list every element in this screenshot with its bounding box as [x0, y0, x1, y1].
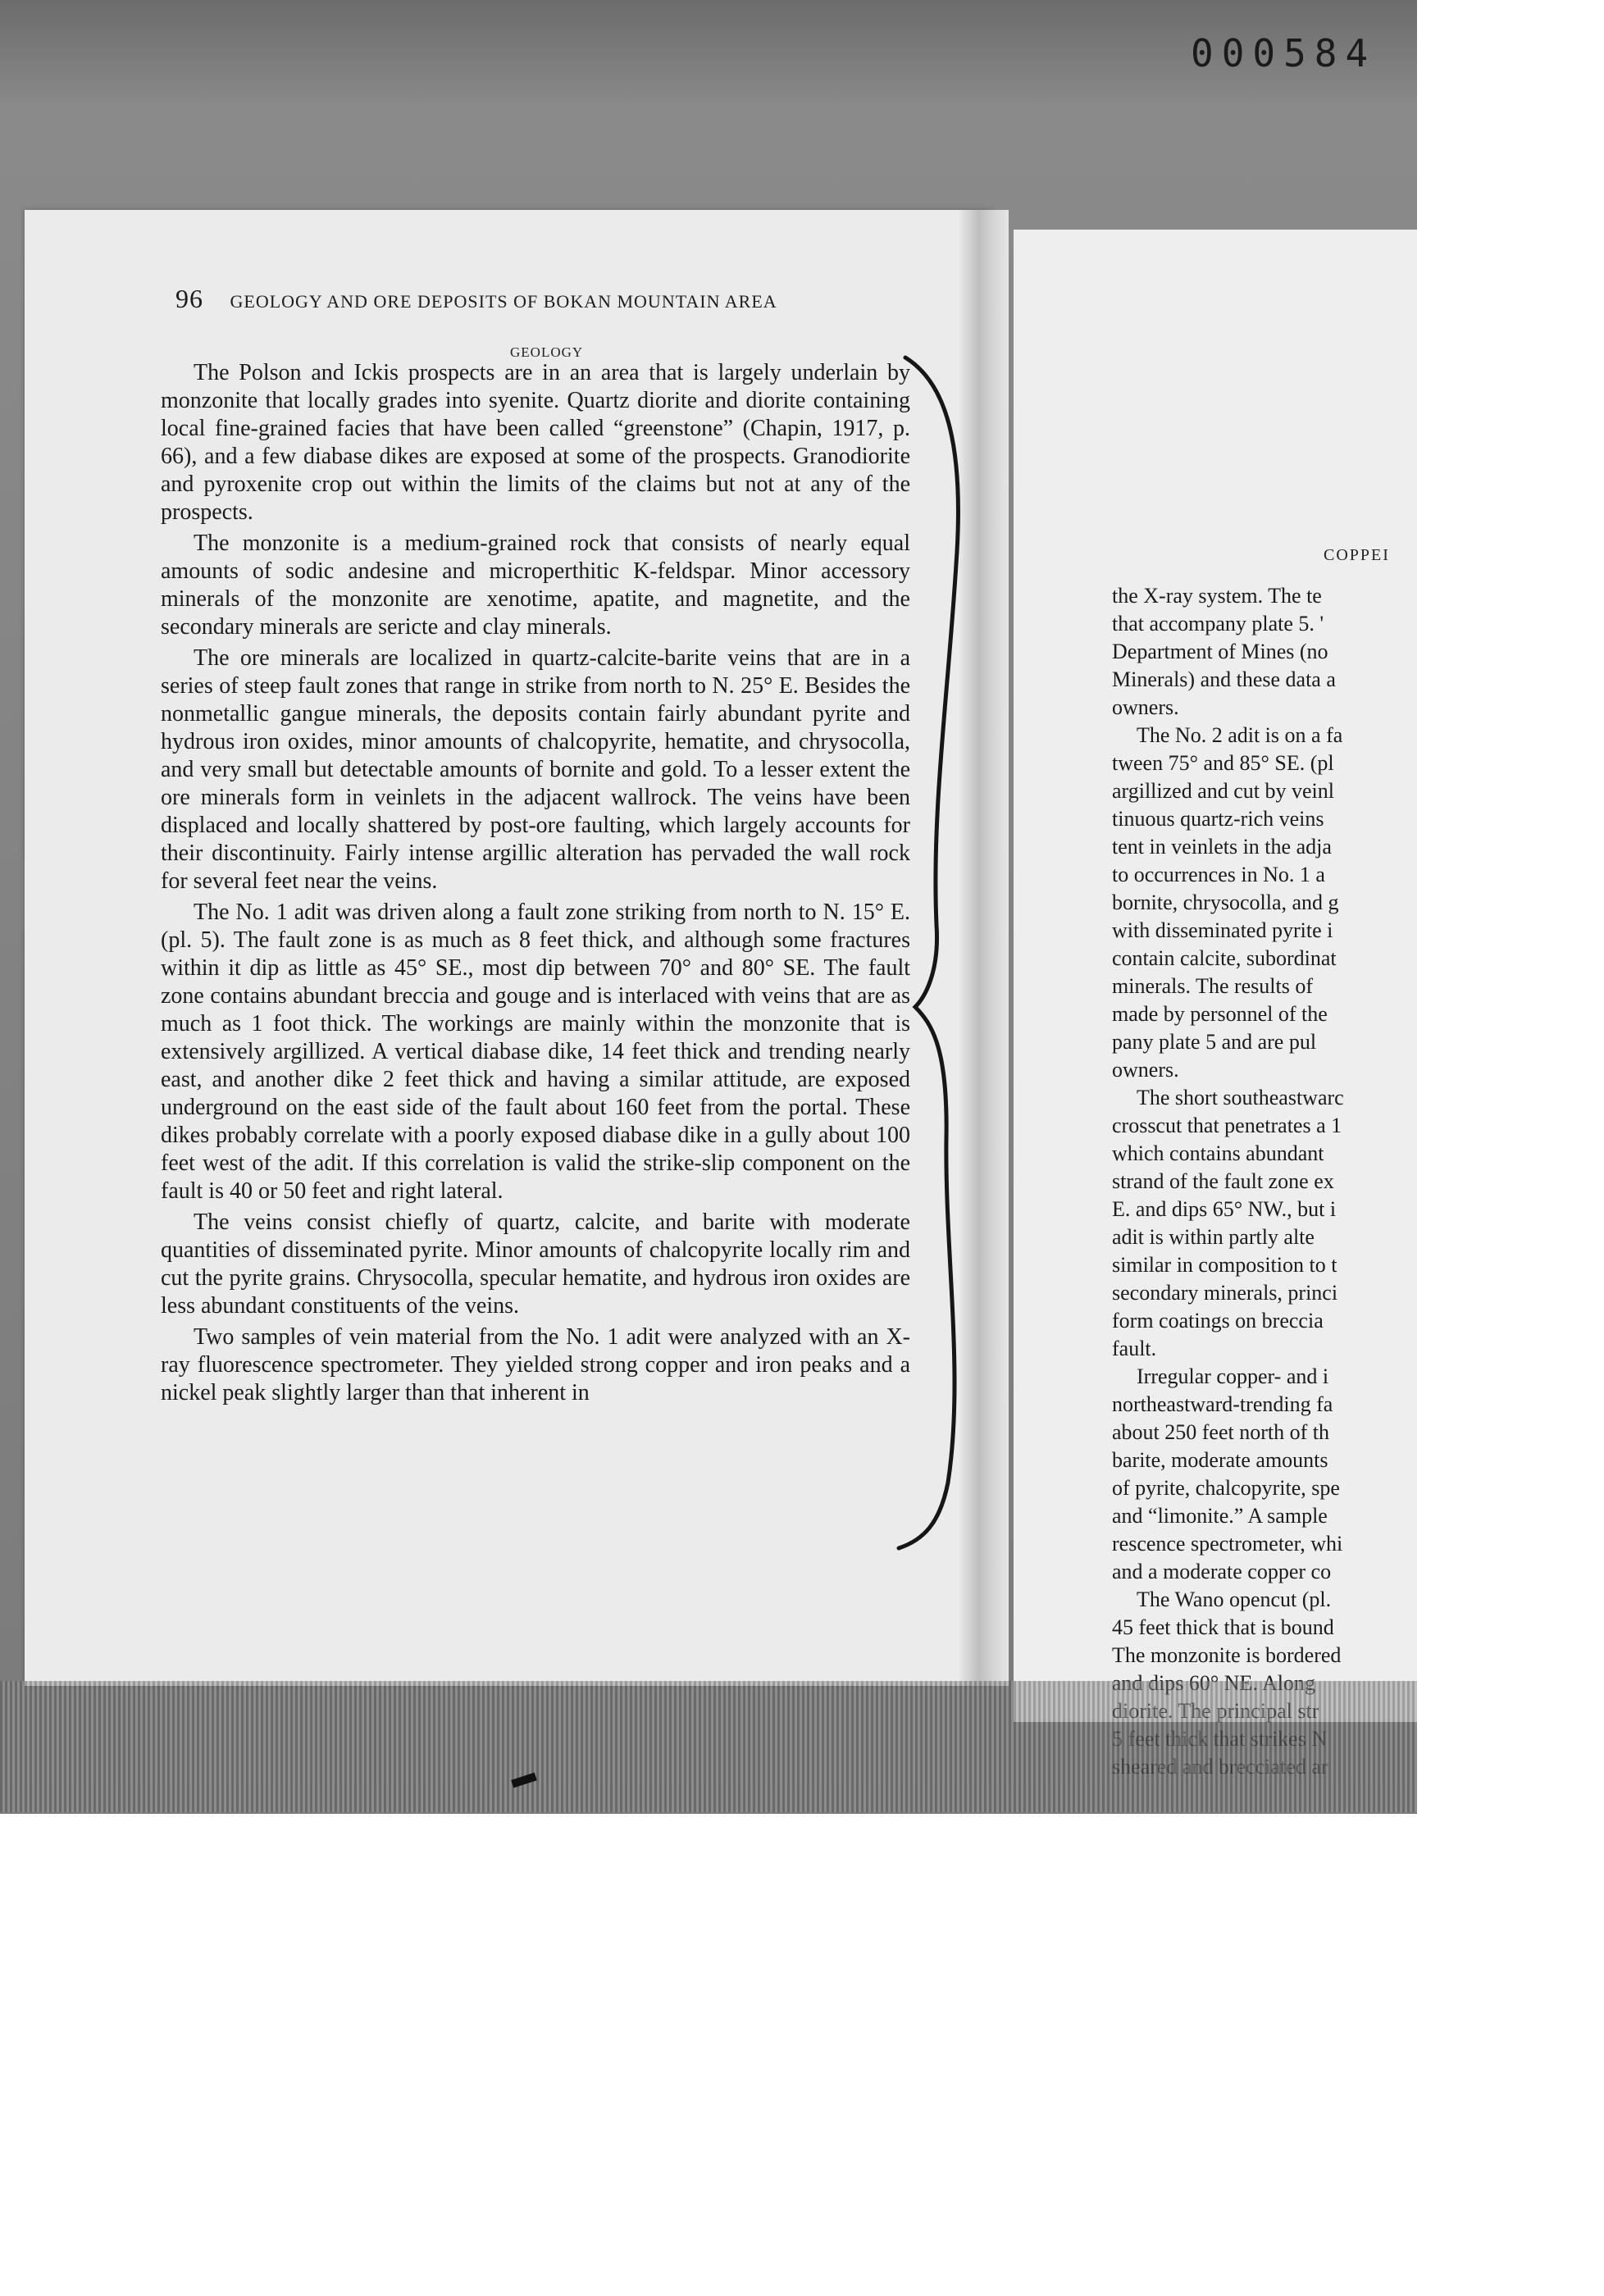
text-line: Department of Mines (no [1112, 640, 1328, 663]
text-line: and a moderate copper co [1112, 1560, 1332, 1583]
left-text-column [161, 359, 910, 1410]
text-line: 45 feet thick that is bound [1112, 1615, 1334, 1639]
page-number: 96 [175, 284, 203, 313]
paragraph: The No. 1 adit was driven along a fault zone striking from north to N. 15° E. (pl. 5). The fault zone is as much as 8 feet thick, and although some fractures within it dip as little as 45° SE., most dip between 70° and 80° SE. The fault zone contains abundant breccia and gouge and is interlaced with veins that are as much as 1 foot thick. The workings are mainly within the monzonite that is extensively argillized. A vertical diabase dike, 14 feet thick and trending nearly east, and another dike 2 feet thick and having a similar attitude, are exposed underground on the east side of the fault about 160 feet from the portal. These dikes probably correlate with a poorly exposed diabase dike in a gully about 100 feet west of the adit. If this correlation is valid the strike-slip component on the fault is 40 or 50 feet and right lateral. [161, 900, 910, 1204]
text-line: The No. 2 adit is on a fa [1137, 723, 1343, 747]
text-line: argillized and cut by veinl [1112, 779, 1334, 803]
text-line: pany plate 5 and are pul [1112, 1030, 1317, 1054]
text-line: which contains abundant [1112, 1141, 1324, 1165]
text-line: that accompany plate 5. ' [1112, 612, 1324, 636]
text-line: tent in veinlets in the adja [1112, 835, 1332, 859]
text-line: similar in composition to t [1112, 1253, 1337, 1277]
text-line: contain calcite, subordinat [1112, 946, 1337, 970]
text-line: about 250 feet north of th [1112, 1420, 1329, 1444]
text-line: owners. [1112, 1058, 1179, 1082]
left-running-head [175, 284, 881, 314]
text-line: The monzonite is bordered [1112, 1643, 1342, 1667]
book-edge [0, 1681, 1417, 1812]
text-line: Minerals) and these data a [1112, 667, 1336, 691]
paragraph: Two samples of vein material from the No. 1 adit were analyzed with an X-ray fluorescence spectrometer. They yielded strong copper and iron peaks and a nickel peak slightly larger than that inherent in [161, 1324, 910, 1405]
text-line: made by personnel of the [1112, 1002, 1328, 1026]
text-line: minerals. The results of [1112, 974, 1314, 998]
text-line: Irregular copper- and i [1137, 1364, 1329, 1388]
text-line: tinuous quartz-rich veins [1112, 807, 1324, 831]
paragraph: The ore minerals are localized in quartz-calcite-barite veins that are in a series of steep fault zones that range in strike from north to N. 25° E. Besides the nonmetallic gangue minerals, the deposits contain fairly abundant pyrite and hydrous iron oxides, minor amounts of chalcopyrite, hematite, and chrysocolla, and very small but detectable amounts of bornite and gold. To a lesser extent the ore minerals form in veinlets in the adjacent wallrock. The veins have been displaced and locally shattered by post-ore faulting, which largely accounts for their discontinuity. Fairly intense argillic alteration has pervaded the wall rock for several feet near the veins. [161, 645, 910, 894]
text-line: fault. [1112, 1337, 1157, 1360]
text-line: adit is within partly alte [1112, 1225, 1315, 1249]
text-line: crosscut that penetrates a 1 [1112, 1114, 1342, 1137]
text-line: tween 75° and 85° SE. (pl [1112, 751, 1334, 775]
right-text-column [1112, 582, 1604, 1781]
text-line: the X-ray system. The te [1112, 584, 1322, 608]
running-head-title: GEOLOGY AND ORE DEPOSITS OF BOKAN MOUNTAIN AREA [230, 291, 777, 312]
section-heading: GEOLOGY [510, 344, 584, 360]
text-line: strand of the fault zone ex [1112, 1169, 1334, 1193]
paragraph: The veins consist chiefly of quartz, calcite, and barite with moderate quantities of disseminated pyrite. Minor amounts of chalcopyrite locally rim and cut the pyrite grains. Chrysocolla, specular hematite, and hydrous iron oxides are less abundant constituents of the veins. [161, 1210, 910, 1319]
text-line: secondary minerals, princi [1112, 1281, 1338, 1305]
text-line: rescence spectrometer, whi [1112, 1532, 1343, 1556]
text-line: and “limonite.” A sample [1112, 1504, 1328, 1528]
text-line: with disseminated pyrite i [1112, 918, 1333, 942]
handwritten-bracket-mark [899, 351, 997, 1548]
text-line: form coatings on breccia [1112, 1309, 1324, 1332]
text-line: barite, moderate amounts [1112, 1448, 1328, 1472]
text-line: owners. [1112, 695, 1179, 719]
document-stamp-number: 000584 [1191, 31, 1377, 75]
text-line: The Wano opencut (pl. [1137, 1588, 1332, 1611]
text-line: of pyrite, chalcopyrite, spe [1112, 1476, 1340, 1500]
text-line: to occurrences in No. 1 a [1112, 863, 1325, 886]
paragraph: The monzonite is a medium-grained rock that consists of nearly equal amounts of sodic andesine and microperthitic K-feldspar. Minor accessory minerals of the monzonite are xenotime, apatite, and magnetite, and the secondary minerals are sericte and clay minerals. [161, 531, 910, 640]
right-page [1014, 230, 1417, 1722]
text-line: E. and dips 65° NW., but i [1112, 1197, 1337, 1221]
text-line: bornite, chrysocolla, and g [1112, 891, 1339, 914]
paragraph: The Polson and Ickis prospects are in an area that is largely underlain by monzonite that locally grades into syenite. Quartz diorite and diorite containing local fine-grained facies that have been called “greenstone” (Chapin, 1917, p. 66), and a few diabase dikes are exposed at some of the prospects. Granodiorite and pyroxenite crop out within the limits of the claims but not at any of the prospects. [161, 360, 910, 525]
text-line: northeastward-trending fa [1112, 1392, 1333, 1416]
text-line: The short southeastwarc [1137, 1086, 1344, 1109]
right-running-head: COPPEI [1324, 546, 1390, 564]
